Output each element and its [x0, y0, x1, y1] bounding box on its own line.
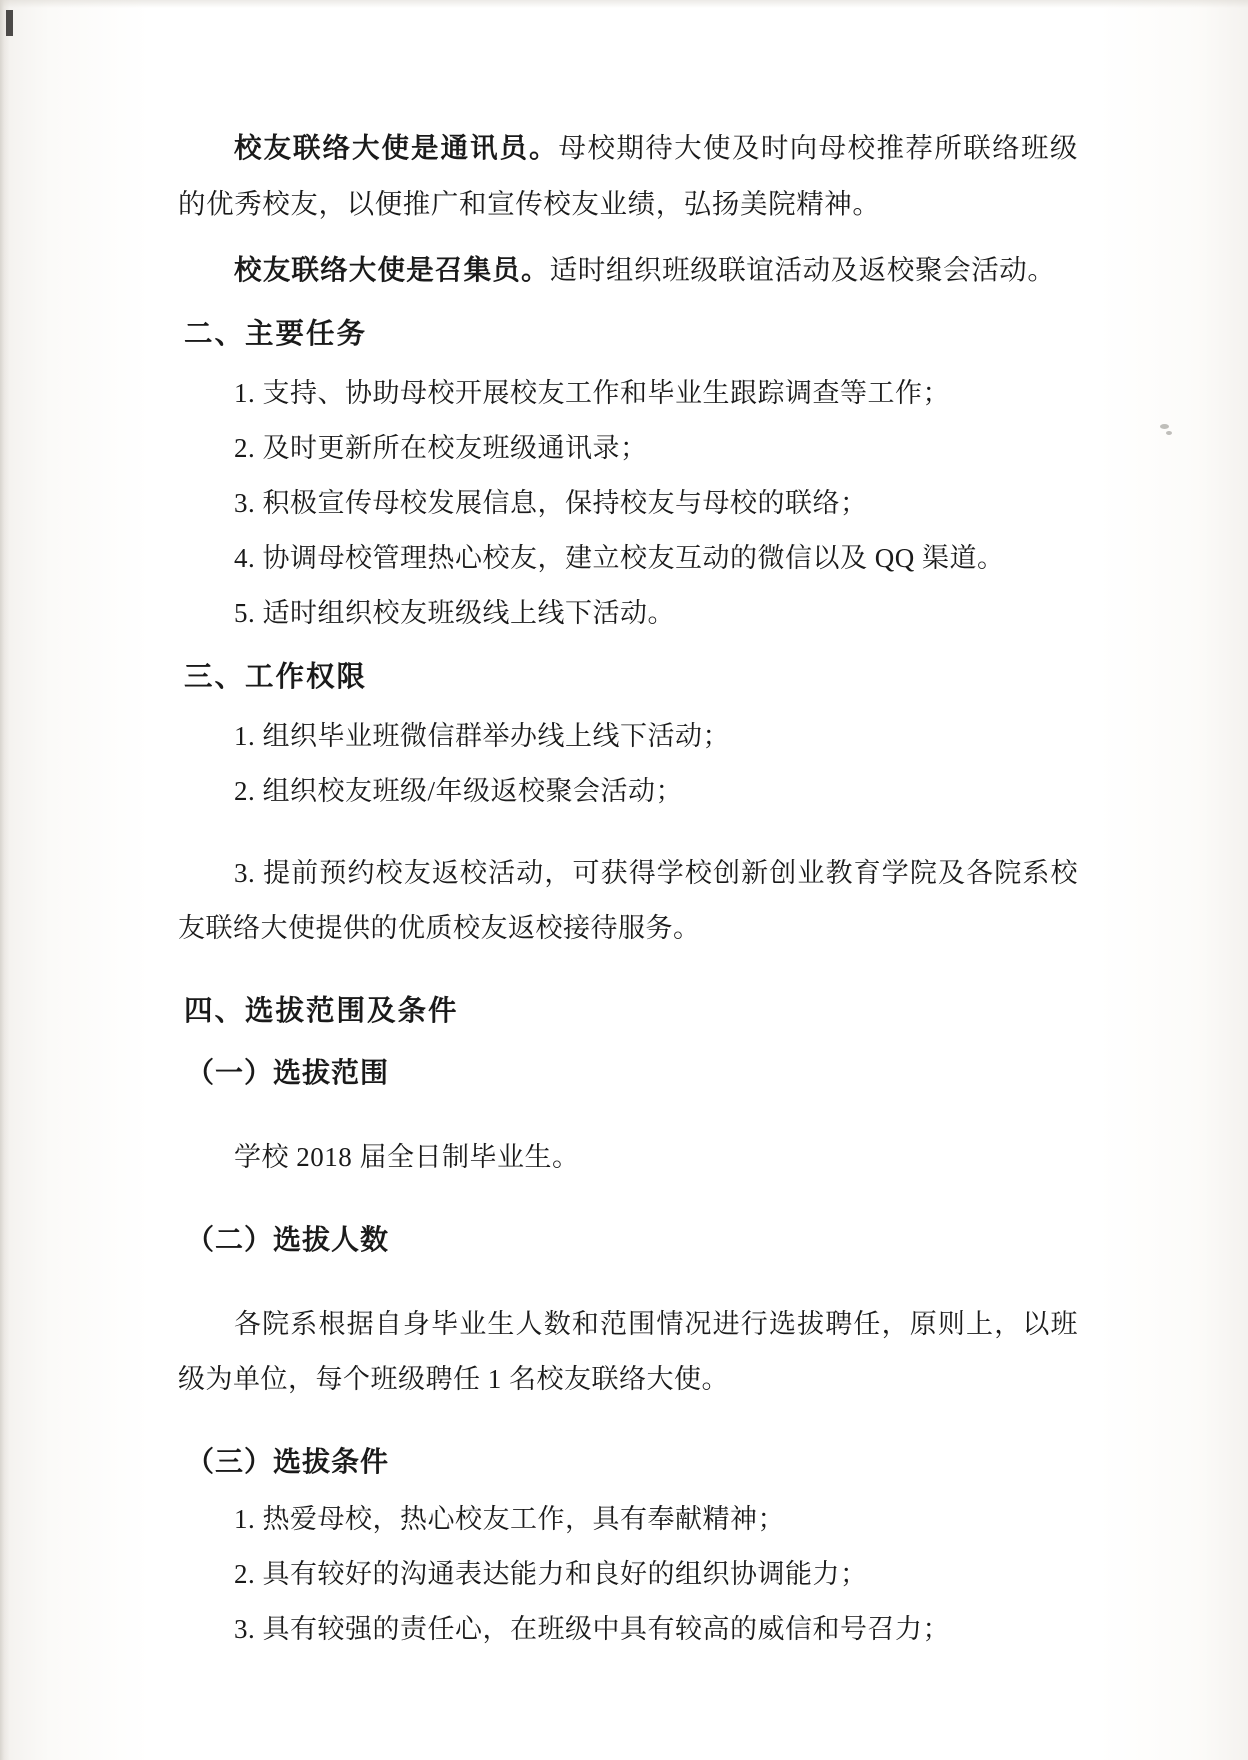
list-item: 2. 及时更新所在校友班级通讯录； [234, 433, 648, 463]
paragraph-zhaojiyuan [178, 242, 1078, 298]
subsection-title-scope: （一）选拔范围 [186, 1058, 390, 1089]
section-heading-three: 三、工作权限 [184, 662, 368, 693]
paragraph-text: 适时组织班级联谊活动及返校聚会活动。 [549, 254, 1056, 285]
page-corner-mark [6, 10, 13, 36]
paragraph-bold-lead: 校友联络大使是召集员。 [234, 254, 550, 285]
list-item: 5. 适时组织校友班级线上线下活动。 [234, 598, 675, 628]
document-body [178, 120, 1078, 1657]
subsection-body-scope: 学校 2018 届全日制毕业生。 [234, 1142, 580, 1172]
section-three-list [178, 709, 1078, 819]
list-item: 2. 组织校友班级/年级返校聚会活动； [234, 776, 684, 806]
subsection-conditions-list [178, 1492, 1078, 1657]
page-left-edge-shadow [0, 0, 10, 1760]
section-three-long-item: 3. 提前预约校友返校活动，可获得学校创新创业教育学院及各院系校友联络大使提供的优质校友返校接待服务。 [178, 858, 1078, 943]
subsection-title-conditions: （三）选拔条件 [186, 1447, 390, 1478]
section-two-list [178, 366, 1078, 641]
list-item: 1. 支持、协助母校开展校友工作和毕业生跟踪调查等工作； [234, 378, 950, 408]
paragraph-bold-lead: 校友联络大使是通讯员。 [234, 132, 559, 163]
list-item: 3. 积极宣传母校发展信息，保持校友与母校的联络； [234, 488, 868, 518]
list-item: 4. 协调母校管理热心校友，建立校友互动的微信以及 QQ 渠道。 [234, 543, 1005, 573]
section-heading-two: 二、主要任务 [184, 319, 368, 350]
paragraph-tongxunyuan [178, 120, 1078, 232]
subsection-title-count: （二）选拔人数 [186, 1225, 390, 1256]
page-top-edge-shadow [0, 0, 1248, 8]
list-item: 3. 具有较强的责任心，在班级中具有较高的威信和号召力； [234, 1614, 950, 1644]
list-item: 2. 具有较好的沟通表达能力和良好的组织协调能力； [234, 1559, 868, 1589]
subsection-body-count: 各院系根据自身毕业生人数和范围情况进行选拔聘任，原则上，以班级为单位，每个班级聘任 1 名校友联络大使。 [178, 1309, 1078, 1394]
list-item: 1. 组织毕业班微信群举办线上线下活动； [234, 721, 730, 751]
list-item: 1. 热爱母校，热心校友工作，具有奉献精神； [234, 1504, 785, 1534]
scan-speck [1166, 431, 1172, 435]
section-heading-four: 四、选拔范围及条件 [184, 996, 459, 1027]
paragraph-text: 母校期待大使及时向母校推荐所联络班级的优秀校友，以便推广和宣传校友业绩，弘扬美院精神。 [178, 132, 1078, 219]
scan-speck [1160, 424, 1169, 429]
